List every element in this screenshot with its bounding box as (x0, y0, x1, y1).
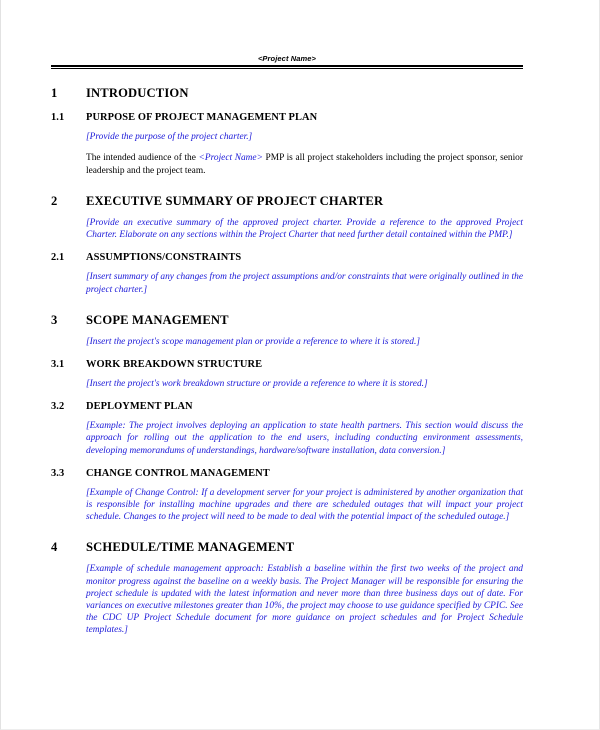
purpose-text-before: The intended audience of the (86, 153, 199, 164)
heading-label: CHANGE CONTROL MANAGEMENT (86, 467, 270, 479)
heading-1-introduction (51, 86, 523, 101)
heading-3-scope-management (51, 313, 523, 328)
heading-label: PURPOSE OF PROJECT MANAGEMENT PLAN (86, 111, 318, 123)
paragraph-schedule-management-guide: [Example of schedule management approach: Establish a baseline within the first two weeks of the project and monitor progress against the baseline on a weekly basis. The Project Manager will be responsible for ensuring the project schedule is updated with the latest information and never more than three business days out of date. For variances on executive milestones greater than 10%, the project may choose to use guidance specified by CPIC. See the CDC UP Project Schedule document for more guidance on project schedules and for Project Schedule templates.] (86, 564, 523, 636)
heading-label: ASSUMPTIONS/CONSTRAINTS (86, 252, 242, 264)
heading-3-3-change-control-management (51, 468, 523, 479)
paragraph-deployment-plan-guide: [Example: The project involves deploying an application to state health partners. This section would discuss the approach for rolling out the application to the end users, including conducting environment assessments, developing memorandums of understandings, hardware/software installation, data conversion.] (86, 421, 523, 456)
purpose-text-after: PMP is all project stakeholders including the project sponsor, senior leadership and the project team. (86, 153, 523, 176)
heading-number: 2 (51, 193, 58, 208)
heading-label: DEPLOYMENT PLAN (86, 401, 193, 413)
paragraph-purpose-body (86, 152, 523, 176)
heading-2-executive-summary (51, 194, 523, 209)
heading-label: INTRODUCTION (86, 85, 189, 100)
heading-number: 3.1 (51, 358, 65, 370)
paragraph-wbs-guide: [Insert the project's work breakdown structure or provide a reference to where it is stored.] (86, 378, 428, 389)
heading-3-1-work-breakdown-structure (51, 359, 523, 370)
heading-number: 3.2 (51, 401, 65, 413)
paragraph-executive-summary-guide: [Provide an executive summary of the approved project charter. Provide a reference to the approved Project Charter. Elaborate on any sections within the Project Charter that need further detail contained within the PMP.] (86, 217, 523, 241)
heading-label: EXECUTIVE SUMMARY OF PROJECT CHARTER (86, 193, 384, 208)
document-content (51, 0, 523, 646)
header-rule (51, 65, 523, 69)
heading-number: 1.1 (51, 111, 65, 123)
paragraph-purpose-guide: [Provide the purpose of the project charter.] (86, 131, 253, 142)
paragraph-change-control-guide: [Example of Change Control: If a development server for your project is administered by another organization that is responsible for installing machine upgrades and there are scheduled outages that will impact your project schedule. Changes to the project will need to be made to deal with the potential impact of the scheduled outage.] (86, 487, 523, 523)
header-project-name: <Project Name> (257, 54, 317, 63)
heading-number: 3 (51, 312, 58, 327)
purpose-project-name-token: <Project Name> (198, 153, 263, 164)
heading-number: 2.1 (51, 252, 65, 264)
heading-label: WORK BREAKDOWN STRUCTURE (86, 358, 263, 370)
heading-4-schedule-time-management (51, 540, 523, 555)
heading-1-1-purpose (51, 112, 523, 123)
heading-3-2-deployment-plan (51, 401, 523, 412)
paragraph-assumptions-guide: [Insert summary of any changes from the project assumptions and/or constraints that were originally outlined in the project charter.] (86, 272, 523, 295)
paragraph-scope-management-guide: [Insert the project's scope management plan or provide a reference to where it is stored.] (86, 336, 420, 347)
heading-label: SCHEDULE/TIME MANAGEMENT (86, 540, 295, 555)
running-header (51, 0, 523, 69)
heading-number: 1 (51, 85, 58, 100)
heading-2-1-assumptions-constraints (51, 252, 523, 263)
heading-number: 3.3 (51, 467, 65, 479)
heading-number: 4 (51, 540, 58, 555)
heading-label: SCOPE MANAGEMENT (86, 312, 229, 327)
